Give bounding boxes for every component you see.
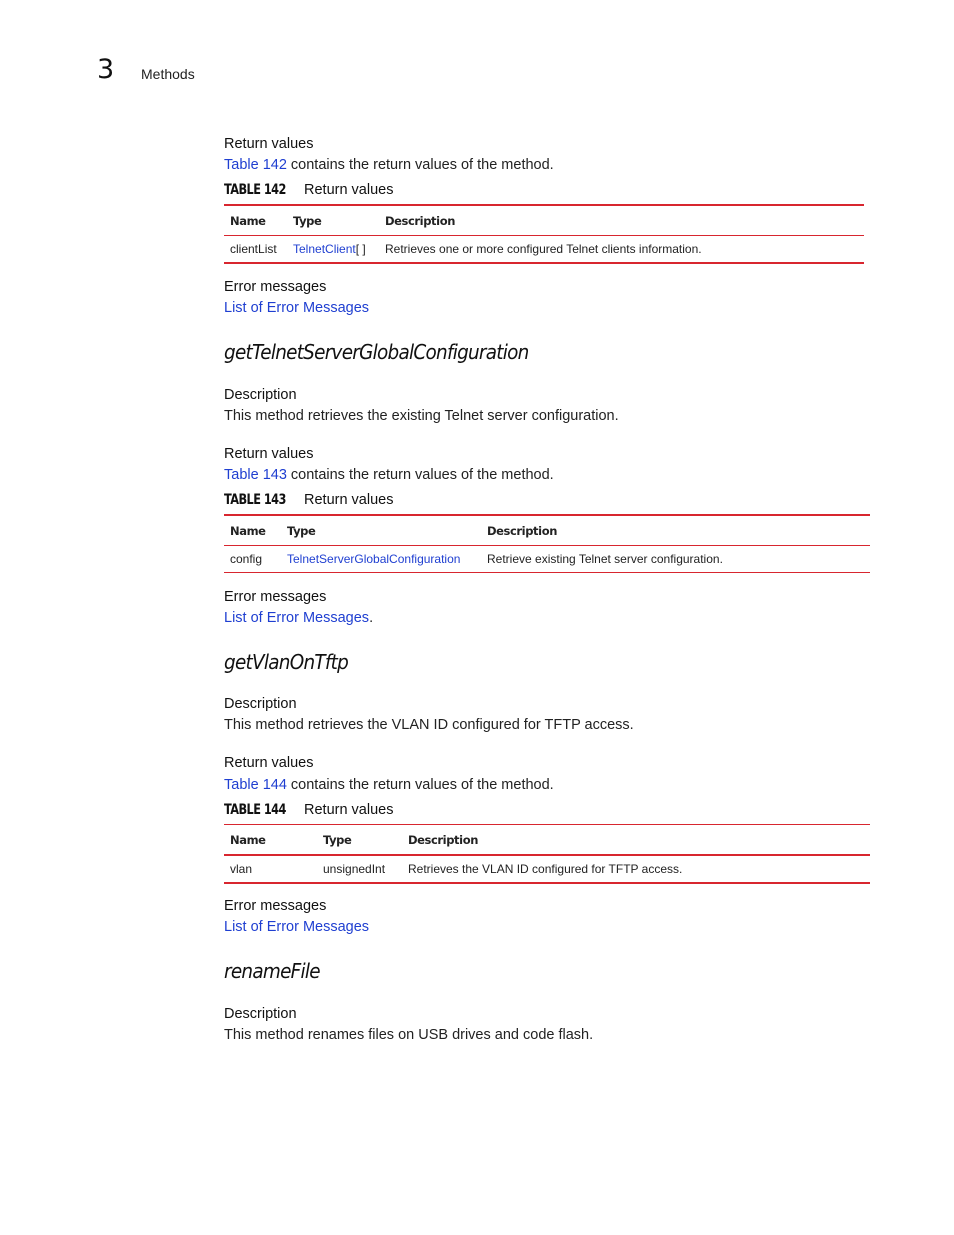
error-messages-heading: Error messages — [224, 589, 327, 605]
error-messages-link[interactable]: List of Error Messages — [224, 919, 370, 935]
error-messages-heading: Error messages — [224, 898, 327, 914]
return-values-text — [224, 777, 554, 793]
return-values-table — [224, 514, 870, 573]
cell-type — [287, 236, 379, 264]
method-title: renameFile — [224, 959, 320, 983]
column-header-name: Name — [230, 832, 266, 847]
description-text: This method renames files on USB drives and code flash. — [224, 1027, 594, 1043]
column-header-type: Type — [293, 213, 322, 228]
table-row — [224, 236, 864, 264]
type-link[interactable]: TelnetServerGlobalConfiguration — [287, 552, 461, 566]
error-messages-text — [224, 610, 373, 626]
cell-type: unsignedInt — [323, 862, 386, 876]
return-values-sentence: contains the return values of the method. — [286, 157, 554, 173]
error-messages-link[interactable]: List of Error Messages — [224, 300, 370, 316]
description-text: This method retrieves the VLAN ID configured for TFTP access. — [224, 717, 634, 733]
cell-description: Retrieves one or more configured Telnet clients information. — [385, 242, 702, 256]
table-row — [224, 546, 870, 573]
return-values-text — [224, 157, 554, 173]
error-messages-suffix: . — [369, 610, 374, 626]
method-title: getTelnetServerGlobalConfiguration — [224, 340, 529, 364]
column-header-description: Description — [408, 832, 478, 847]
error-messages-link[interactable]: List of Error Messages — [224, 610, 370, 626]
column-header-type: Type — [323, 832, 352, 847]
table-caption — [224, 182, 393, 198]
description-text: This method retrieves the existing Telnet server configuration. — [224, 408, 619, 424]
return-values-sentence: contains the return values of the method. — [286, 467, 554, 483]
table-title: Return values — [304, 802, 394, 818]
table-143-link[interactable]: Table 143 — [224, 467, 287, 483]
return-values-table — [224, 204, 864, 264]
cell-description: Retrieve existing Telnet server configuration. — [487, 552, 723, 566]
error-messages-text — [224, 919, 369, 935]
return-values-heading: Return values — [224, 136, 314, 152]
cell-name: vlan — [230, 862, 253, 876]
cell-description: Retrieves the VLAN ID configured for TFTP access. — [408, 862, 683, 876]
table-caption — [224, 492, 393, 508]
chapter-title: Methods — [141, 66, 195, 82]
description-heading: Description — [224, 387, 297, 403]
description-heading: Description — [224, 696, 297, 712]
error-messages-heading: Error messages — [224, 279, 327, 295]
method-title: getVlanOnTftp — [224, 650, 349, 674]
table-title: Return values — [304, 182, 394, 198]
return-values-text — [224, 467, 554, 483]
table-144-link[interactable]: Table 144 — [224, 777, 287, 793]
chapter-number: 3 — [97, 54, 115, 85]
return-values-heading: Return values — [224, 446, 314, 462]
table-header-row — [224, 825, 870, 856]
table-label: TABLE 143 — [224, 492, 286, 508]
column-header-name: Name — [230, 523, 266, 538]
cell-name: clientList — [230, 242, 277, 256]
type-suffix: [ ] — [355, 242, 366, 256]
column-header-description: Description — [385, 213, 455, 228]
cell-name: config — [230, 552, 263, 566]
type-link[interactable]: TelnetClient — [293, 242, 356, 256]
table-label: TABLE 144 — [224, 802, 286, 818]
column-header-name: Name — [230, 213, 266, 228]
return-values-table — [224, 824, 870, 884]
table-142-link[interactable]: Table 142 — [224, 157, 287, 173]
table-title: Return values — [304, 492, 394, 508]
error-messages-text — [224, 300, 369, 316]
description-heading: Description — [224, 1006, 297, 1022]
return-values-heading: Return values — [224, 755, 314, 771]
return-values-sentence: contains the return values of the method. — [286, 777, 554, 793]
column-header-description: Description — [487, 523, 557, 538]
table-header-row — [224, 205, 864, 236]
column-header-type: Type — [287, 523, 316, 538]
table-row — [224, 855, 870, 883]
cell-type — [281, 546, 481, 573]
table-label: TABLE 142 — [224, 182, 286, 198]
table-header-row — [224, 515, 870, 546]
table-caption — [224, 802, 393, 818]
